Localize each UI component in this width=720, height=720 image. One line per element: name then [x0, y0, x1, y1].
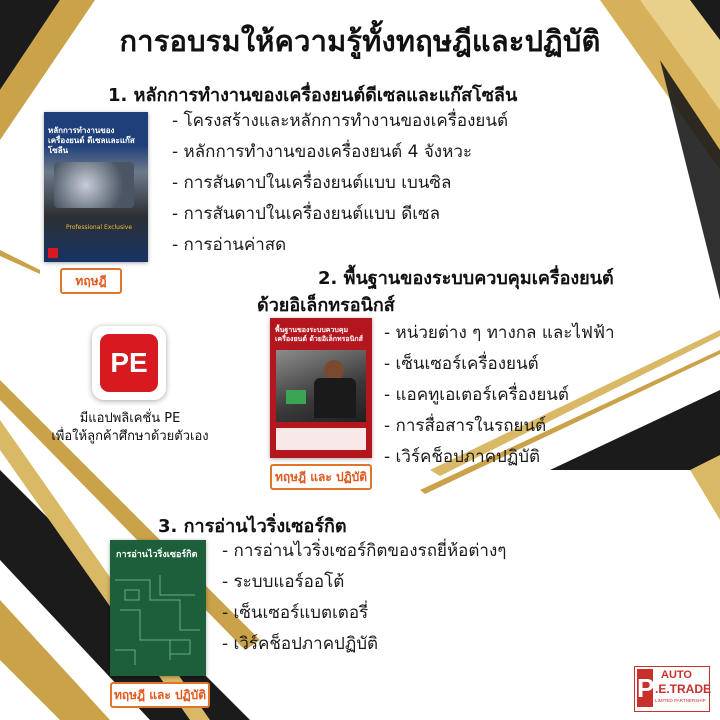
- book-1-title: หลักการทำงานของเครื่องยนต์ ดีเซลและแก๊สโซลีน: [48, 126, 135, 155]
- section-2-heading-line1: 2. พื้นฐานของระบบควบคุมเครื่องยนต์: [318, 268, 614, 289]
- pe-note-line1: มีแอปพลิเคชั่น PE: [79, 411, 181, 426]
- pe-note-line2: เพื่อให้ลูกค้าศึกษาด้วยตัวเอง: [51, 429, 209, 444]
- list-item: - การอ่านไวริ่งเซอร์กิตของรถยี่ห้อต่างๆ: [222, 541, 507, 561]
- logo-trade: .E.TRADE: [655, 682, 712, 696]
- mechanic-image: [276, 350, 366, 422]
- pe-app-note: [30, 410, 230, 446]
- list-item: - เวิร์คช็อปภาคปฏิบัติ: [222, 634, 379, 654]
- list-item: - หลักการทำงานของเครื่องยนต์ 4 จังหวะ: [172, 142, 472, 162]
- logo-letter: P: [637, 669, 653, 707]
- section-1-list: [172, 106, 508, 261]
- list-item: - การสื่อสารในรถยนต์: [384, 416, 547, 436]
- list-item: - เซ็นเซอร์แบตเตอรี่: [222, 603, 369, 623]
- book-2-footer: [276, 428, 366, 450]
- list-item: - หน่วยต่าง ๆ ทางกล และไฟฟ้า: [384, 323, 615, 343]
- page-title: การอบรมให้ความรู้ทั้งทฤษฎีและปฏิบัติ: [119, 24, 601, 58]
- list-item: - เวิร์คช็อปภาคปฏิบัติ: [384, 447, 541, 467]
- logo-auto: AUTO: [661, 669, 692, 681]
- section-3-list: [222, 536, 506, 660]
- tag-theory: ทฤษฎี: [60, 268, 122, 294]
- company-logo: [634, 666, 710, 712]
- book-cover-wiring: [110, 540, 206, 676]
- list-item: - โครงสร้างและหลักการทำงานของเครื่องยนต์: [172, 111, 509, 131]
- circuit-image: [110, 570, 206, 670]
- book-cover-engine: [44, 112, 148, 262]
- book-1-logo: [48, 248, 58, 258]
- book-cover-electronics: [270, 318, 372, 458]
- section-1-heading: 1. หลักการทำงานของเครื่องยนต์ดีเซลและแก๊สโซลีน: [108, 85, 518, 106]
- book-3-title: การอ่านไวริ่งเซอร์กิต: [116, 550, 198, 560]
- list-item: - ระบบแอร์ออโต้: [222, 572, 345, 592]
- engine-image: [54, 162, 134, 208]
- tag-theory-practice: ทฤษฎี และ ปฏิบัติ: [270, 464, 372, 490]
- list-item: - การสันดาปในเครื่องยนต์แบบ เบนซิล: [172, 173, 452, 193]
- tag-theory-practice: ทฤษฎี และ ปฏิบัติ: [110, 682, 210, 708]
- section-2-heading-line2: ด้วยอิเล็กทรอนิกส์: [257, 295, 395, 316]
- list-item: - เซ็นเซอร์เครื่องยนต์: [384, 354, 539, 374]
- section-2-list: [384, 318, 615, 473]
- list-item: - แอคทูเอเตอร์เครื่องยนต์: [384, 385, 569, 405]
- list-item: - การสันดาปในเครื่องยนต์แบบ ดีเซล: [172, 204, 440, 224]
- book-1-subtitle: Professional Exclusive: [66, 224, 133, 231]
- book-2-title: พื้นฐานของระบบควบคุมเครื่องยนต์ ด้วยอิเล็กทรอนิกส์: [275, 326, 363, 343]
- logo-sub: LIMITED PARTNERSHIP: [655, 698, 706, 703]
- pe-app-icon: [92, 326, 166, 400]
- pe-app-icon-label: PE: [100, 334, 158, 392]
- section-3-heading: 3. การอ่านไวริ่งเซอร์กิต: [158, 516, 347, 537]
- list-item: - การอ่านค่าสด: [172, 235, 287, 255]
